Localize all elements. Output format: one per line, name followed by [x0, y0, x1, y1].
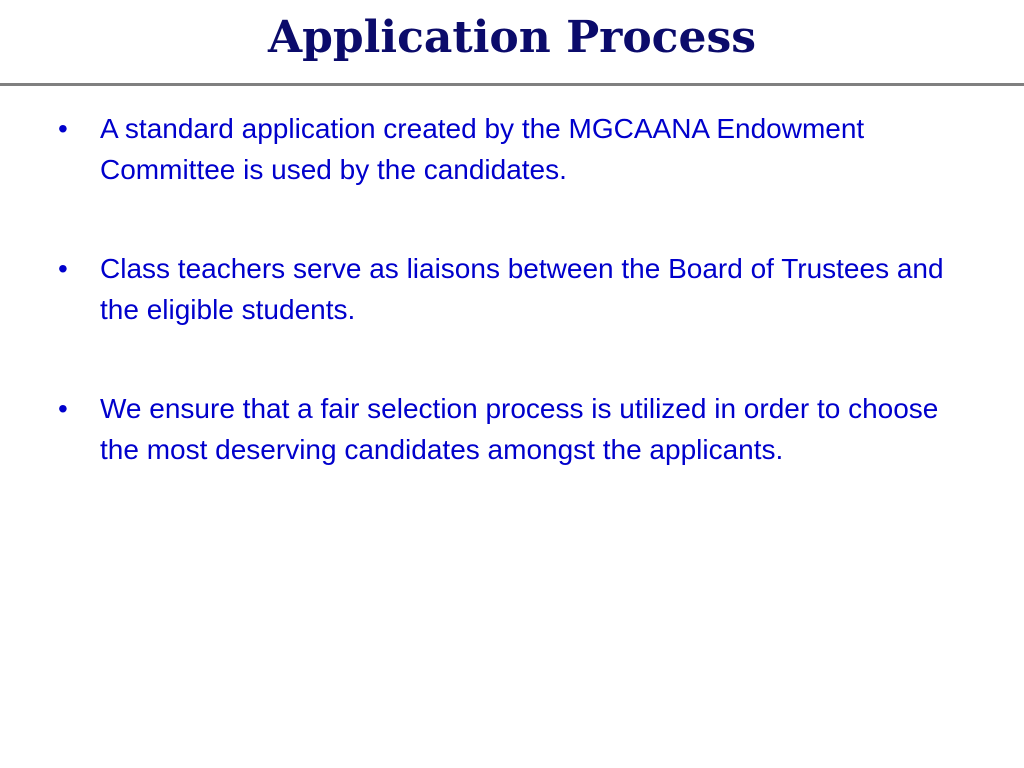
slide-title: Application Process — [267, 12, 757, 63]
bullet-icon: • — [58, 253, 68, 284]
bullet-icon: • — [58, 113, 68, 144]
bullet-text: We ensure that a fair selection process is utilized in order to choose the most deserving candidates amongst the applicants. — [100, 393, 939, 465]
bullet-list — [52, 108, 972, 528]
bullet-icon: • — [58, 393, 68, 424]
bullet-item — [52, 108, 972, 190]
bullet-text: A standard application created by the MGCAANA Endowment Committee is used by the candidates. — [100, 113, 865, 185]
bullet-item — [52, 388, 972, 470]
bullet-item — [52, 248, 972, 330]
bullet-text: Class teachers serve as liaisons between the Board of Trustees and the eligible students. — [100, 253, 944, 325]
title-divider — [0, 83, 1024, 86]
